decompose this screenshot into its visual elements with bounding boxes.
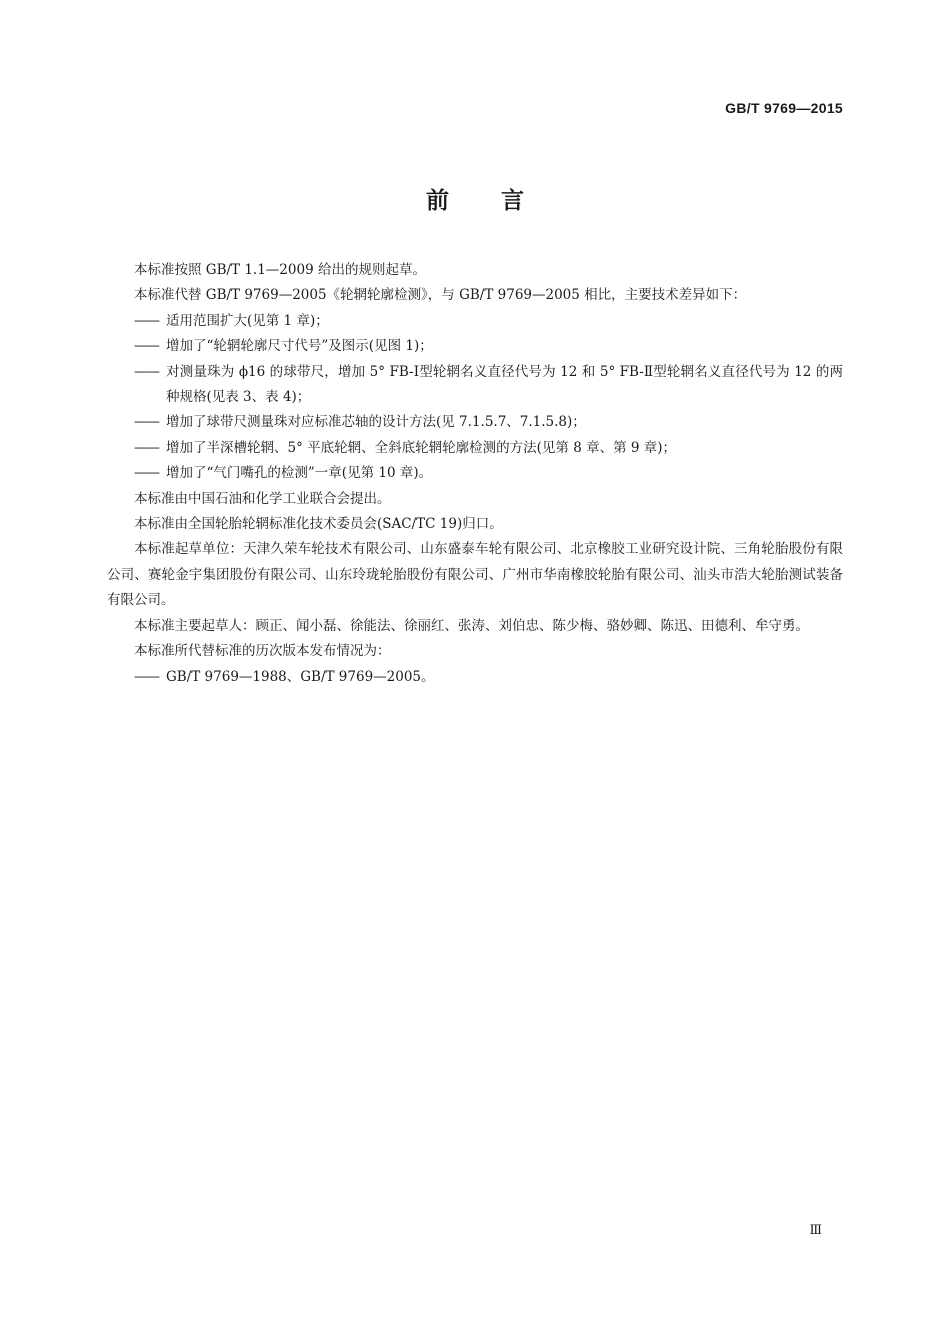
list-item [107, 334, 843, 359]
dash-mark: —— [134, 439, 159, 456]
list-item-text: 适用范围扩大(见第 1 章)； [166, 312, 329, 329]
foreword-body [107, 258, 843, 690]
paragraph-drafting-rules: 本标准按照 GB/T 1.1—2009 给出的规则起草。 [134, 262, 426, 278]
dash-mark: —— [134, 668, 159, 685]
title-char-2: 言 [501, 188, 524, 214]
list-item [107, 461, 843, 486]
list-item-text: 增加了“气门嘴孔的检测”一章(见第 10 章)。 [166, 465, 433, 482]
dash-mark: —— [134, 338, 159, 355]
dash-mark: —— [134, 414, 159, 431]
list-item [107, 360, 843, 411]
standard-code: GB/T 9769—2015 [725, 100, 843, 116]
page-title [0, 182, 950, 215]
list-item [107, 410, 843, 435]
list-item [107, 665, 843, 690]
list-item-text: 增加了半深槽轮辋、5° 平底轮辋、全斜底轮辋轮廓检测的方法(见第 8 章、第 9 章)； [166, 439, 677, 456]
list-item [107, 309, 843, 334]
paragraph-drafting-units: 本标准起草单位：天津久荣车轮技术有限公司、山东盛泰车轮有限公司、北京橡胶工业研究设计院、三角轮胎股份有限公司、赛轮金宇集团股份有限公司、山东玲珑轮胎股份有限公司、广州市华南橡胶轮胎有限公司、汕头市浩大轮胎测试装备有限公司。 [107, 541, 843, 609]
title-char-1: 前 [426, 188, 449, 214]
list-item [107, 436, 843, 461]
list-item-text: 对测量珠为 ϕ16 的球带尺，增加 5° FB-Ⅰ型轮辋名义直径代号为 12 和 5° FB-Ⅱ型轮辋名义直径代号为 12 的两种规格(见表 3、表 4)； [166, 363, 843, 406]
dash-mark: —— [134, 363, 159, 380]
list-item-text: GB/T 9769—1988、GB/T 9769—2005。 [166, 668, 435, 685]
dash-mark: —— [134, 465, 159, 482]
paragraph-committee: 本标准由全国轮胎轮辋标准化技术委员会(SAC/TC 19)归口。 [134, 516, 503, 533]
list-item-text: 增加了“轮辋轮廓尺寸代号”及图示(见图 1)； [166, 338, 433, 355]
page-number: Ⅲ [809, 1223, 822, 1238]
list-item-text: 增加了球带尺测量珠对应标准芯轴的设计方法(见 7.1.5.7、7.1.5.8)； [166, 414, 586, 431]
dash-mark: —— [134, 312, 159, 329]
paragraph-proposer: 本标准由中国石油和化学工业联合会提出。 [134, 490, 391, 507]
paragraph-drafters: 本标准主要起草人：顾正、闻小磊、徐能法、徐丽红、张涛、刘伯忠、陈少梅、骆妙卿、陈迅、田德利、牟守勇。 [134, 617, 809, 634]
paragraph-replacement: 本标准代替 GB/T 9769—2005《轮辋轮廓检测》，与 GB/T 9769—2005 相比，主要技术差异如下： [134, 287, 747, 304]
paragraph-version-history: 本标准所代替标准的历次版本发布情况为： [134, 643, 391, 660]
